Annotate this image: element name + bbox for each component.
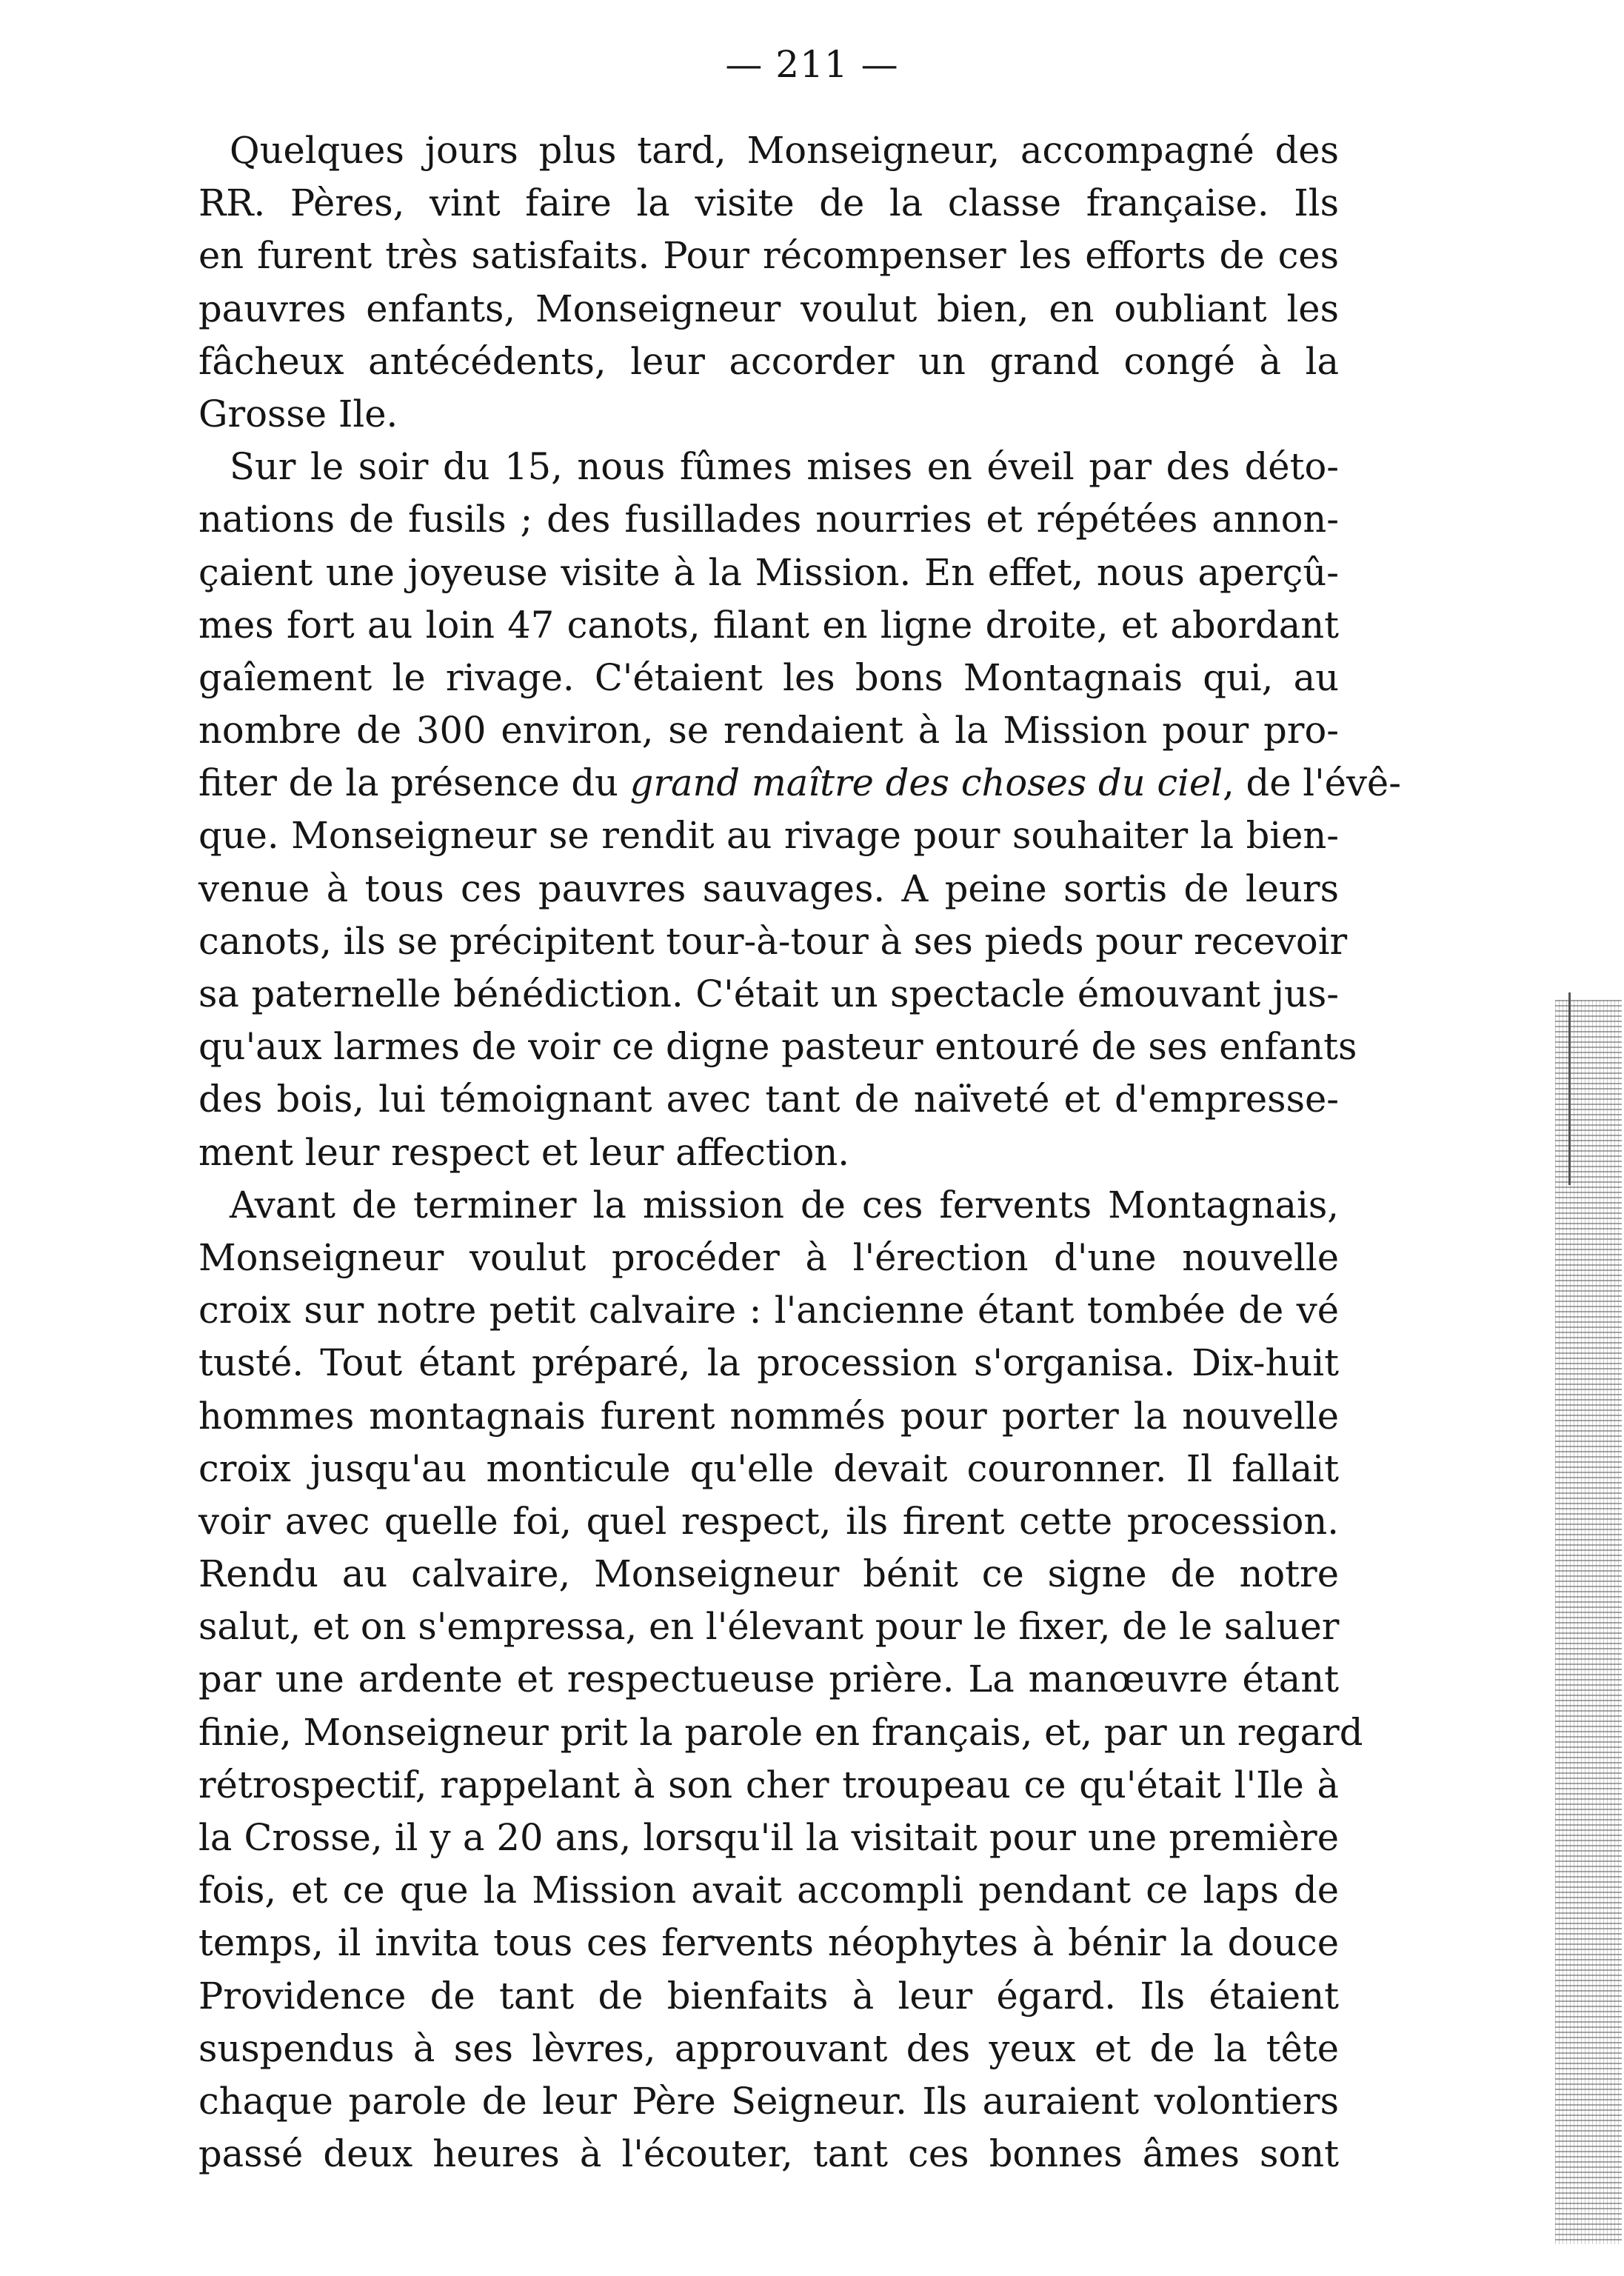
text-line: fâcheux antécédents, leur accorder un grand congé à la: [198, 339, 1339, 383]
text-line: hommes montagnais furent nommés pour porter la nouvelle: [198, 1394, 1339, 1438]
text-line: Grosse Ile.: [198, 392, 398, 435]
scan-line-artifact: [1568, 992, 1571, 1185]
text-line: nations de fusils ; des fusillades nourries et répétées annon-: [198, 498, 1339, 541]
text-line: çaient une joyeuse visite à la Mission. En effet, nous aperçû-: [198, 550, 1339, 594]
text-line: qu'aux larmes de voir ce digne pasteur entouré de ses enfants: [198, 1025, 1357, 1069]
text-line: Monseigneur voulut procéder à l'érection d'une nouvelle: [198, 1235, 1339, 1279]
text-line: temps, il invita tous ces fervents néophytes à bénir la douce: [198, 1921, 1339, 1965]
text-line: mes fort au loin 47 canots, filant en ligne droite, et abordant: [198, 603, 1339, 647]
text-line: par une ardente et respectueuse prière. La manœuvre étant: [198, 1658, 1339, 1701]
text-line: Providence de tant de bienfaits à leur égard. Ils étaient: [198, 1974, 1339, 2018]
text-line: finie, Monseigneur prit la parole en français, et, par un regard: [198, 1710, 1363, 1754]
text-line: suspendus à ses lèvres, approuvant des yeux et de la tête: [198, 2026, 1339, 2070]
text-line: fiter de la présence du grand maître des choses du ciel, de l'évê-: [198, 761, 1401, 805]
page-number: — 211 —: [725, 43, 899, 86]
text-line: passé deux heures à l'écouter, tant ces bonnes âmes sont: [198, 2132, 1339, 2176]
italic-title: grand maître des choses du ciel: [629, 761, 1223, 805]
text-line: en furent très satisfaits. Pour récompenser les efforts de ces: [198, 234, 1339, 278]
text-line: gaîement le rivage. C'étaient les bons Montagnais qui, au: [198, 655, 1339, 699]
text-line: des bois, lui témoignant avec tant de naïveté et d'empresse-: [198, 1078, 1339, 1121]
text-line: ment leur respect et leur affection.: [198, 1130, 849, 1174]
text-line: Rendu au calvaire, Monseigneur bénit ce signe de notre: [198, 1552, 1339, 1596]
text-line: sa paternelle bénédiction. C'était un spectacle émouvant jus-: [198, 972, 1339, 1015]
text-line: Sur le soir du 15, nous fûmes mises en éveil par des déto-: [230, 445, 1339, 489]
text-line: pauvres enfants, Monseigneur voulut bien, en oubliant les: [198, 287, 1339, 330]
text-line: que. Monseigneur se rendit au rivage pour souhaiter la bien-: [198, 814, 1339, 858]
text-line: tusté. Tout étant préparé, la procession s'organisa. Dix-huit: [198, 1341, 1339, 1385]
text-line: voir avec quelle foi, quel respect, ils firent cette procession.: [198, 1499, 1339, 1543]
text-line: RR. Pères, vint faire la visite de la classe française. Ils: [198, 181, 1339, 225]
text-line: la Crosse, il y a 20 ans, lorsqu'il la visitait pour une première: [198, 1816, 1339, 1859]
text-line: venue à tous ces pauvres sauvages. A peine sortis de leurs: [198, 867, 1339, 910]
text-line: rétrospectif, rappelant à son cher troupeau ce qu'était l'Ile à: [198, 1763, 1339, 1806]
scan-edge-artifact: [1555, 1000, 1622, 2244]
text-line: Avant de terminer la mission de ces fervents Montagnais,: [230, 1183, 1339, 1227]
text-line: fois, et ce que la Mission avait accompli pendant ce laps de: [198, 1869, 1339, 1912]
text-line: nombre de 300 environ, se rendaient à la Mission pour pro-: [198, 709, 1339, 752]
text-line: croix sur notre petit calvaire : l'ancienne étant tombée de vé: [198, 1289, 1339, 1332]
text-line: canots, ils se précipitent tour-à-tour à ses pieds pour recevoir: [198, 919, 1348, 963]
body-text: [198, 124, 1401, 2180]
text-line: chaque parole de leur Père Seigneur. Ils auraient volontiers: [198, 2079, 1339, 2123]
text-line: salut, et on s'empressa, en l'élevant pour le fixer, de le saluer: [198, 1605, 1340, 1649]
text-line: croix jusqu'au monticule qu'elle devait couronner. Il fallait: [198, 1446, 1339, 1490]
text-line: Quelques jours plus tard, Monseigneur, accompagné des: [230, 129, 1339, 172]
